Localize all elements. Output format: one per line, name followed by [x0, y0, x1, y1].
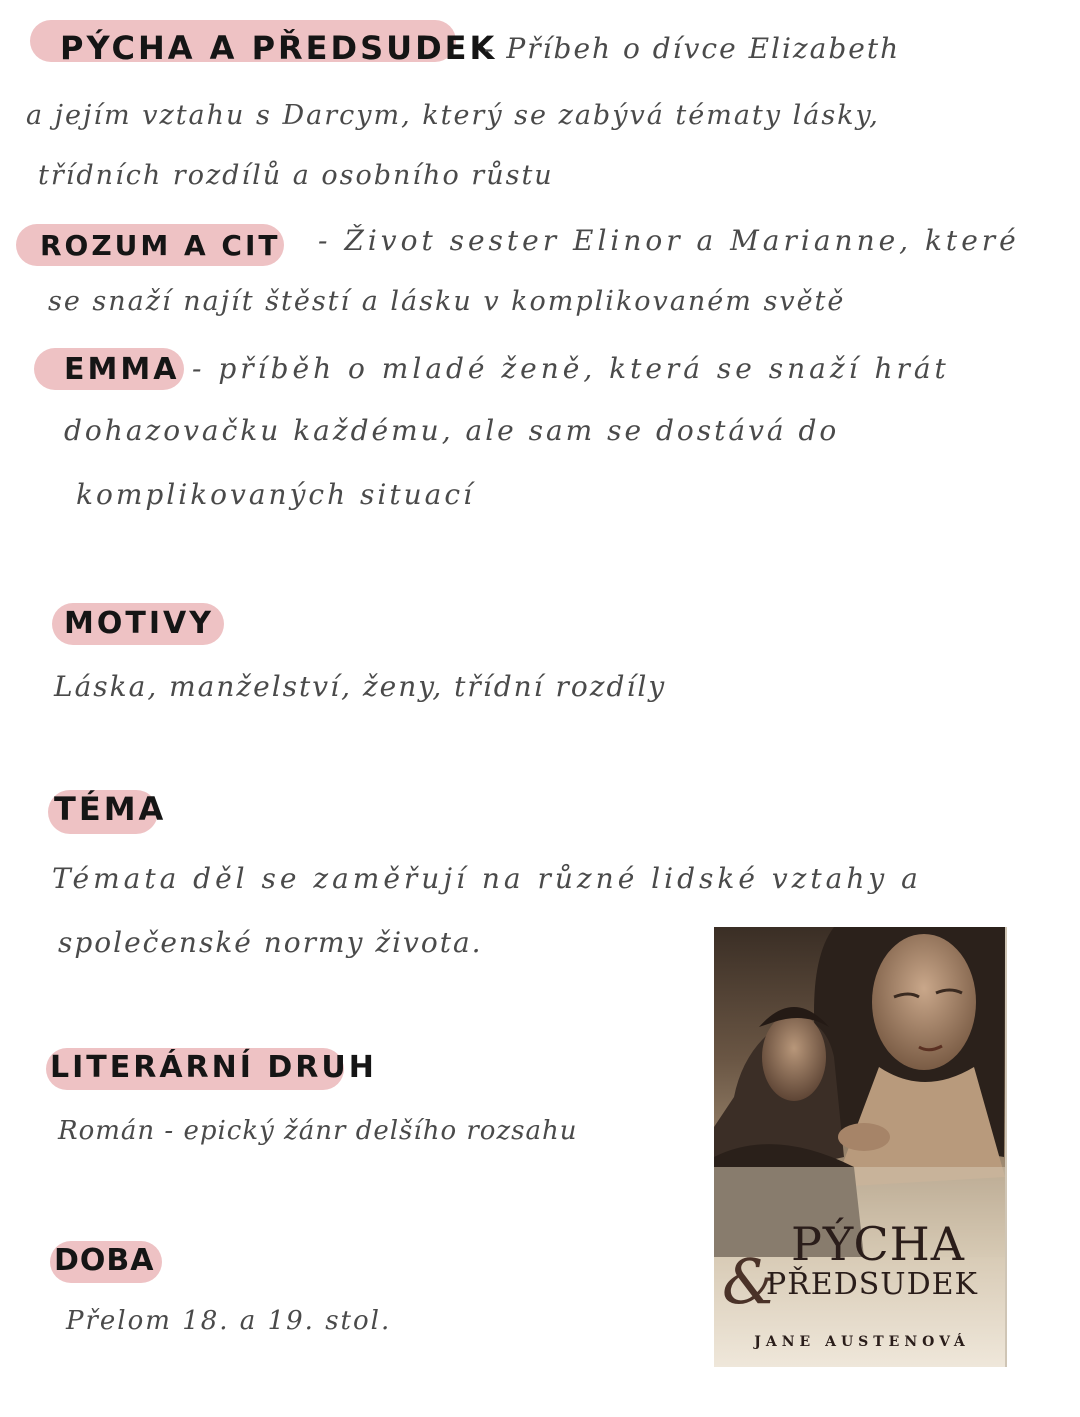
section-title-literarni-druh: LITERÁRNÍ DRUH — [50, 1050, 377, 1085]
section-title-motivy: MOTIVY — [64, 606, 214, 641]
book-title-rozum-a-cit: ROZUM A CIT — [40, 229, 281, 262]
book-cover-image — [714, 927, 1007, 1367]
book-description-line: - Příbeh o dívce Elizabeth — [484, 32, 901, 65]
book-description-line: - příběh o mladé ženě, která se snaží hrát — [192, 352, 950, 385]
section-text-tema: Témata děl se zaměřují na různé lidské vztahy a — [52, 862, 922, 895]
book-description-line: a jejím vztahu s Darcym, který se zabývá tématy lásky, — [26, 100, 880, 131]
section-text-literarni-druh: Román - epický žánr delšího rozsahu — [58, 1116, 578, 1146]
cover-author: JANE AUSTENOVÁ — [754, 1334, 970, 1350]
cover-title-line-1: PÝCHA — [790, 1217, 966, 1271]
book-description-line: - Život sester Elinor a Marianne, které — [318, 224, 1020, 257]
section-title-tema: TÉMA — [54, 790, 167, 828]
section-title-doba: DOBA — [54, 1243, 155, 1278]
book-title-emma: EMMA — [64, 352, 180, 387]
book-description-line: třídních rozdílů a osobního růstu — [38, 160, 554, 191]
cover-illustration — [714, 927, 1005, 1257]
section-text-tema: společenské normy života. — [58, 926, 483, 959]
cover-title-line-2: PŘEDSUDEK — [766, 1267, 978, 1302]
book-description-line: se snaží najít štěstí a lásku v komplikovaném světě — [48, 286, 846, 317]
section-text-doba: Přelom 18. a 19. stol. — [66, 1306, 392, 1336]
section-text-motivy: Láska, manželství, ženy, třídní rozdíly — [54, 670, 667, 703]
cover-ampersand: & — [722, 1245, 778, 1318]
book-description-line: komplikovaných situací — [76, 478, 475, 511]
book-description-line: dohazovačku každému, ale sam se dostává do — [64, 414, 840, 447]
book-title-pycha-a-predsudek: PÝCHA A PŘEDSUDEK — [60, 29, 498, 67]
